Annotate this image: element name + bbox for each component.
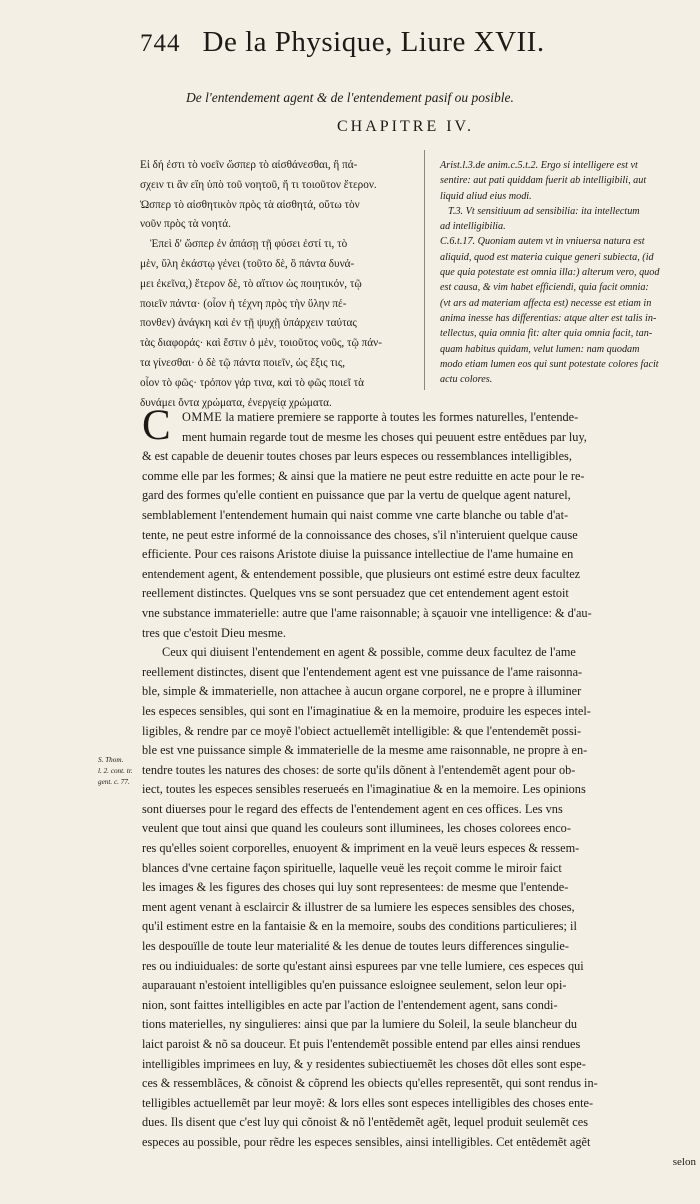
body-line: ment agent venant à esclaircir & illustrer de sa lumiere les especes sensibles des choses,	[142, 899, 575, 914]
latin-line: sentire: aut pati quiddam fuerit ab intelligibili, aut	[440, 175, 647, 187]
greek-line: ποιεῖν πάντα· (οἷον ἡ τέχνη πρὸς τὴν ὕλην πέ-	[140, 297, 347, 310]
latin-line: est causa, & vim habet efficiendi, quia facit omnia:	[440, 282, 649, 294]
greek-line: μὲν, ὕλη ἑκάστῳ γένει (τοῦτο δὲ, ὃ πάντα δυνά-	[140, 257, 355, 270]
chapter-heading: CHAPITRE IV.	[337, 118, 475, 135]
body-line: comme elle par les formes; & ainsi que la matiere ne peut estre reduitte en acte pour le re-	[142, 468, 585, 483]
latin-line: liquid aliud eius modi.	[440, 190, 532, 202]
page-number: 744	[140, 30, 181, 57]
chapter-subtitle: De l'entendement agent & de l'entendement pasif ou posible.	[186, 90, 514, 105]
greek-quotation	[140, 156, 412, 413]
body-line: dues. Ils disent que c'est luy qui cõnoist & nõ l'entẽdemẽt agẽt, lequel produit seulemẽt ces	[142, 1115, 588, 1130]
greek-line: σχειν τι ἂν εἴη ὑπὸ τοῦ νοητοῦ, ἤ τι τοιοῦτον ἕτερον.	[140, 178, 377, 191]
drop-cap: C	[142, 402, 171, 449]
body-line: blances d'vne certaine façon spirituelle, laquelle veuë les reçoit comme le miroir faict	[142, 860, 562, 875]
greek-line: μει ἐκεῖνα,) ἕτερον δὲ, τὸ αἴτιον ὡς ποιητικόν, τῷ	[140, 277, 362, 290]
latin-line: T.3. Vt sensitiuum ad sensibilia: ita intellectum	[448, 205, 640, 217]
margin-note	[98, 755, 142, 788]
greek-line: Εἰ δή ἐστι τὸ νοεῖν ὥσπερ τὸ αἰσθάνεσθαι, ἢ πά-	[140, 159, 358, 171]
latin-line: tellectus, quia omnia fit: alter quia omnia facit, tan-	[440, 328, 653, 340]
body-line: reellement distinctes. Quelques vns se sont persuadez que cet entendement agent estoit	[142, 586, 569, 601]
greek-line: δυνάμει ὄντα χρώματα, ἐνεργείᾳ χρώματα.	[140, 396, 332, 409]
latin-line: que quia potestate est omnia illa:) alterum vero, quod	[440, 267, 660, 279]
body-line: reellement distinctes, disent que l'entendement agent est vne puissance de l'ame raisonna-	[142, 664, 583, 679]
body-line: les especes sensibles, qui sont en l'imaginatiue & en la memoire, produire les especes intel-	[142, 703, 591, 718]
body-line: ligibles, & rendre par ce moyẽ l'obiect actuellemẽt intelligible: & que l'entendemẽt possi-	[142, 723, 582, 738]
body-line: vne substance immaterielle: autre que l'ame raisonnable; à sçauoir vne intelligence: & d'au-	[142, 605, 592, 620]
greek-line: τὰς διαφοράς· καὶ ἔστιν ὁ μὲν, τοιοῦτος νοῦς, τῷ πάν-	[140, 337, 382, 350]
body-line: ble, simple & immaterielle, non attachee à aucun organe corporel, ne e propre à illuminer	[142, 684, 582, 699]
latin-line: ad intelligibilia.	[440, 221, 506, 233]
body-line: res ou indiuiduales: de sorte qu'estant ainsi espurees par vne telle lumiere, ces especes qui	[142, 958, 584, 973]
column-divider	[424, 150, 425, 390]
latin-line: actu colores.	[440, 374, 493, 386]
body-line: la matiere premiere se rapporte à toutes les formes naturelles, l'entende-	[222, 410, 579, 424]
body-line: gard des formes qu'elle contient en puissance que par la vertu de quelque agent naturel,	[142, 488, 571, 503]
first-word: OMME	[182, 410, 223, 424]
greek-line: Ἐπεὶ δ' ὥσπερ ἐν ἁπάσῃ τῇ φύσει ἐστί τι, τὸ	[150, 238, 348, 251]
greek-line: Ὡσπερ τὸ αἰσθητικὸν πρὸς τὰ αἰσθητά, οὕτω τὸν	[140, 198, 360, 211]
latin-line: C.6.t.17. Quoniam autem vt in vniuersa natura est	[440, 236, 645, 248]
body-line: ble est vne puissance simple & immaterielle de la mesme ame raisonnable, ne propre à en-	[142, 743, 588, 758]
body-line: ces & ressemblãces, & cõnoist & cõprend les obiects qu'elles representẽt, qui sont rendus in-	[142, 1076, 598, 1091]
latin-quotation	[440, 158, 695, 387]
body-line: tendre toutes les natures des choses: de sorte qu'ils dõnent à l'entendemẽt agent pour ob-	[142, 762, 576, 777]
body-line: tres que c'estoit Dieu mesme.	[142, 625, 286, 640]
body-line: veulent que tout ainsi que quand les couleurs sont illuminees, les choses colorees enco-	[142, 821, 571, 836]
body-line: auparauant n'estoient intelligibles qu'en puissance esloignee seulement, selon leur opi-	[142, 978, 567, 993]
latin-line: anima inesse has differentias: atque alter est talis in-	[440, 312, 657, 324]
greek-line: οἷον τὸ φῶς· τρόπον γάρ τινα, καὶ τὸ φῶς ποιεῖ τὰ	[140, 376, 364, 389]
catchword: selon	[672, 1155, 696, 1168]
body-line: res qu'elles soient corporelles, enuoyent & impriment en la veuë leurs especes & ressem-	[142, 841, 580, 856]
body-line: entendement agent, & entendement possible, que plusieurs ont estimé estre deux facultez	[142, 566, 581, 581]
body-line: laict paroist & nõ sa douceur. Et puis l'entendemẽt possible entend par elles ainsi rendues	[142, 1037, 581, 1051]
body-line: especes au possible, pour rẽdre les especes sensibles, ainsi intelligibles. Cet entẽdemẽt agẽt	[142, 1134, 591, 1149]
body-line: intelligibles imprimees en luy, & y residentes subiectiuemẽt les choses dõt elles sont espe-	[142, 1056, 586, 1071]
body-line: telligibles actuellemẽt par leur moyẽ: & lors elles sont especes intelligibles des choses ente-	[142, 1095, 594, 1110]
body-line: qu'il estiment estre en la fantaisie & en la memoire, soubs des conditions particulieres; il	[142, 919, 577, 934]
body-line: tente, ne peut estre informé de la connoissance des choses, s'il n'interuient quelque cause	[142, 527, 578, 542]
body-line: les images & les figures des choses qui luy sont representees: de mesme que l'entende-	[142, 880, 569, 895]
latin-line: aliquid, quod est materia cuique generi subiecta, (id	[440, 251, 654, 263]
greek-line: τα γίνεσθαι· ὁ δὲ τῷ πάντα ποιεῖν, ὡς ἕξις τις,	[140, 356, 346, 369]
greek-line: πονθεν) ἀνάγκη καὶ ἐν τῇ ψυχῇ ὑπάρχειν ταύτας	[140, 317, 357, 330]
body-line: & est capable de deuenir toutes choses par leurs especes ou ressemblances intelligibles,	[142, 449, 572, 464]
running-head	[140, 26, 640, 74]
greek-line: νοῦν πρὸς τὰ νοητά.	[140, 218, 231, 231]
margin-note-line: S. Thom.	[98, 756, 124, 764]
body-line: nion, sont faittes intelligibles en acte par l'action de l'entendement agent, sans condi-	[142, 997, 558, 1012]
body-line: efficiente. Pour ces raisons Aristote diuise la puissance intellectiue de l'ame humaine en	[142, 547, 574, 562]
body-line: tions materielles, ny singulieres: ainsi que par la lumiere du Soleil, la seule blancheur du	[142, 1017, 578, 1032]
running-title: De la Physique, Liure XVII.	[202, 26, 545, 58]
margin-note-line: l. 2. cont. tr.	[98, 767, 133, 775]
latin-line: Arist.l.3.de anim.c.5.t.2. Ergo si intelligere est vt	[440, 160, 638, 171]
margin-note-line: gent. c. 77.	[98, 778, 130, 786]
body-line: Ceux qui diuisent l'entendement en agent & possible, comme deux facultez de l'ame	[162, 645, 576, 660]
latin-line: (vt ars ad materiam affecta est) necesse est etiam in	[440, 297, 652, 309]
body-line: les despouïlle de toute leur materialité & les denue de toutes leurs differences singulie-	[142, 939, 569, 954]
body-line: iect, toutes les especes sensibles reserueés en l'imaginatiue & en la memoire. Les opinions	[142, 782, 586, 797]
body-line: ment humain regarde tout de mesme les choses qui peuuent estre entẽdues par luy,	[182, 429, 587, 444]
latin-line: modo etiam lumen eos qui sunt potestate colores facit	[440, 358, 659, 370]
body-line: sont diuerses pour le regard des effects de l'entendement agent en ces offices. Les vns	[142, 801, 563, 816]
latin-line: quam habitus quidam, velut lumen: nam quodam	[440, 343, 640, 355]
body-line: semblablement l'entendement humain qui naist comme vne carte blanche ou table d'at-	[142, 507, 569, 522]
